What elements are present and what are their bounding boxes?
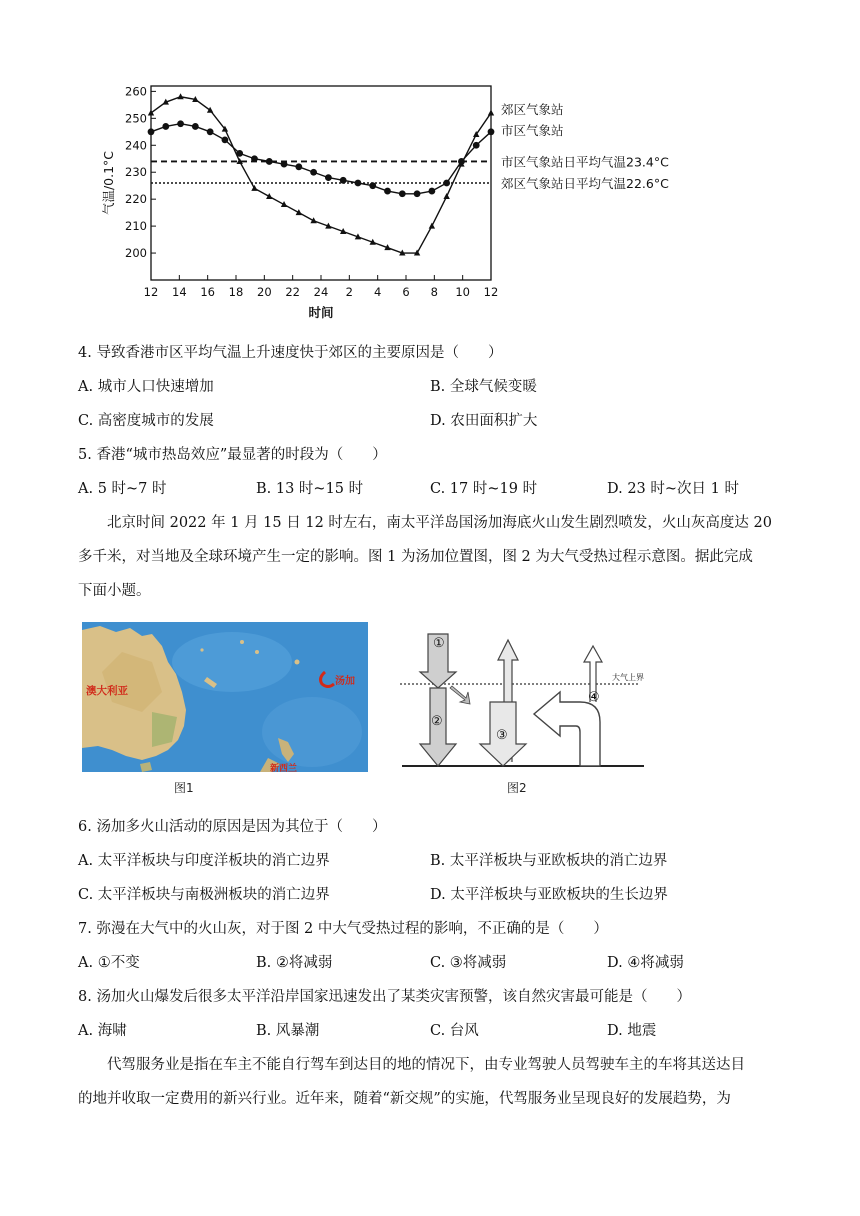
figure-2-caption: 图2 — [507, 781, 527, 795]
question-6: 6. 汤加多火山活动的原因是因为其位于（ ） — [78, 819, 387, 835]
q8-option-c: C. 台风 — [430, 1023, 479, 1039]
x-tick-label: 18 — [228, 285, 244, 299]
q5-option-b: B. 13 时~15 时 — [256, 481, 364, 497]
question-8: 8. 汤加火山爆发后很多太平洋沿岸国家迅速发出了某类灾害预警，该自然灾害最可能是（ ） — [78, 989, 691, 1005]
suburb-point — [251, 185, 257, 191]
label-circle-4: ④ — [588, 690, 600, 705]
label-circle-2: ② — [431, 714, 443, 729]
urban-point — [414, 190, 421, 197]
figure-1-map — [82, 622, 368, 772]
y-tick-label: 230 — [125, 165, 147, 180]
q7-option-c: C. ③将减弱 — [430, 955, 507, 971]
q5-option-c: C. 17 时~19 时 — [430, 481, 538, 497]
legend-suburb: 郊区气象站 — [501, 102, 564, 117]
x-tick-label: 4 — [374, 285, 382, 299]
figure-2-diagram — [400, 632, 648, 774]
passage1-line3: 下面小题。 — [78, 583, 151, 599]
question-4: 4. 导致香港市区平均气温上升速度快于郊区的主要原因是（ ） — [78, 345, 503, 361]
urban-point — [325, 174, 332, 181]
q4-option-b: B. 全球气候变暖 — [430, 379, 537, 395]
suburb-point — [429, 223, 435, 229]
suburb-point — [177, 93, 183, 99]
y-axis-label: 气温/0.1°C — [101, 150, 116, 216]
q6-option-a: A. 太平洋板块与印度洋板块的消亡边界 — [78, 853, 330, 869]
urban-point — [399, 190, 406, 197]
urban-point — [207, 128, 214, 135]
map-label-tonga: 汤加 — [335, 676, 355, 687]
y-tick-label: 220 — [125, 192, 147, 207]
x-tick-label: 12 — [483, 285, 499, 299]
passage2-line2: 的地并收取一定费用的新兴行业。近年来，随着“新交规”的实施，代驾服务业呈现良好的发展趋势，为 — [78, 1091, 731, 1107]
urban-point — [148, 128, 155, 135]
label-circle-1: ① — [433, 636, 445, 651]
q4-option-d: D. 农田面积扩大 — [430, 413, 538, 429]
urban-point — [488, 128, 495, 135]
tonga-location-map — [82, 622, 368, 772]
urban-point — [177, 120, 184, 127]
y-tick-label: 260 — [125, 84, 147, 99]
urban-point — [428, 188, 435, 195]
x-tick-label: 10 — [455, 285, 470, 299]
legend-urban: 市区气象站 — [501, 123, 564, 138]
temperature-chart — [96, 78, 756, 328]
map-label-new-zealand: 新西兰 — [270, 764, 298, 772]
atmosphere-heating-diagram — [400, 632, 648, 774]
q6-option-b: B. 太平洋板块与亚欧板块的消亡边界 — [430, 853, 668, 869]
q4-option-a: A. 城市人口快速增加 — [78, 379, 214, 395]
urban-point — [443, 180, 450, 187]
x-tick-label: 16 — [200, 285, 215, 299]
y-tick-label: 240 — [125, 138, 147, 153]
urban-point — [295, 163, 302, 170]
q7-option-b: B. ②将减弱 — [256, 955, 333, 971]
urban-point — [251, 155, 258, 162]
urban-point — [473, 142, 480, 149]
q8-option-b: B. 风暴潮 — [256, 1023, 320, 1039]
x-tick-label: 2 — [345, 285, 353, 299]
x-tick-label: 6 — [402, 285, 410, 299]
urban-point — [355, 180, 362, 187]
q7-option-a: A. ①不变 — [78, 955, 140, 971]
urban-mean-label: 市区气象站日平均气温23.4°C — [501, 154, 669, 170]
y-tick-label: 200 — [125, 246, 147, 261]
urban-point — [384, 188, 391, 195]
question-7: 7. 弥漫在大气中的火山灰，对于图 2 中大气受热过程的影响，不正确的是（ ） — [78, 921, 608, 937]
urban-point — [192, 123, 199, 130]
label-atmosphere-top: 大气上界 — [612, 673, 644, 682]
passage2-line1: 代驾服务业是指在车主不能自行驾车到达目的地的情况下，由专业驾驶人员驾驶车主的车将其送达目 — [107, 1057, 745, 1073]
urban-point — [281, 161, 288, 168]
map-label-australia: 澳大利亚 — [86, 685, 128, 697]
q5-option-a: A. 5 时~7 时 — [78, 481, 167, 497]
suburb-point — [207, 107, 213, 113]
suburb-point — [148, 109, 154, 115]
q7-option-d: D. ④将减弱 — [607, 955, 684, 971]
q6-option-c: C. 太平洋板块与南极洲板块的消亡边界 — [78, 887, 330, 903]
x-tick-label: 12 — [143, 285, 159, 299]
urban-point — [222, 136, 229, 143]
q8-option-d: D. 地震 — [607, 1023, 657, 1039]
y-tick-label: 250 — [125, 111, 147, 126]
x-tick-label: 20 — [257, 285, 272, 299]
suburb-point — [443, 193, 449, 199]
passage1-line2: 多千米，对当地及全球环境产生一定的影响。图 1 为汤加位置图，图 2 为大气受热过程示意图。据此完成 — [78, 549, 753, 565]
passage1-line1: 北京时间 2022 年 1 月 15 日 12 时左右，南太平洋岛国汤加海底火山发生剧烈喷发，火山灰高度达 20 — [107, 515, 772, 531]
urban-point — [458, 158, 465, 165]
suburb-point — [488, 109, 494, 115]
x-tick-label: 8 — [430, 285, 438, 299]
urban-point — [310, 169, 317, 176]
urban-point — [340, 177, 347, 184]
label-circle-3: ③ — [496, 728, 508, 743]
q8-option-a: A. 海啸 — [78, 1023, 127, 1039]
x-tick-label: 14 — [172, 285, 187, 299]
q4-option-c: C. 高密度城市的发展 — [78, 413, 214, 429]
urban-point — [162, 123, 169, 130]
urban-point — [266, 158, 273, 165]
suburb-mean-label: 郊区气象站日平均气温22.6°C — [501, 176, 669, 191]
q5-option-d: D. 23 时~次日 1 时 — [607, 481, 739, 497]
urban-point — [369, 182, 376, 189]
chart-plot — [96, 78, 756, 328]
x-axis-label: 时间 — [308, 305, 334, 320]
figure-1-caption: 图1 — [174, 781, 194, 795]
urban-point — [236, 150, 243, 157]
y-tick-label: 210 — [125, 219, 147, 234]
q6-option-d: D. 太平洋板块与亚欧板块的生长边界 — [430, 887, 668, 903]
x-tick-label: 24 — [313, 285, 329, 299]
question-5: 5. 香港“城市热岛效应”最显著的时段为（ ） — [78, 447, 387, 463]
x-tick-label: 22 — [285, 285, 300, 299]
